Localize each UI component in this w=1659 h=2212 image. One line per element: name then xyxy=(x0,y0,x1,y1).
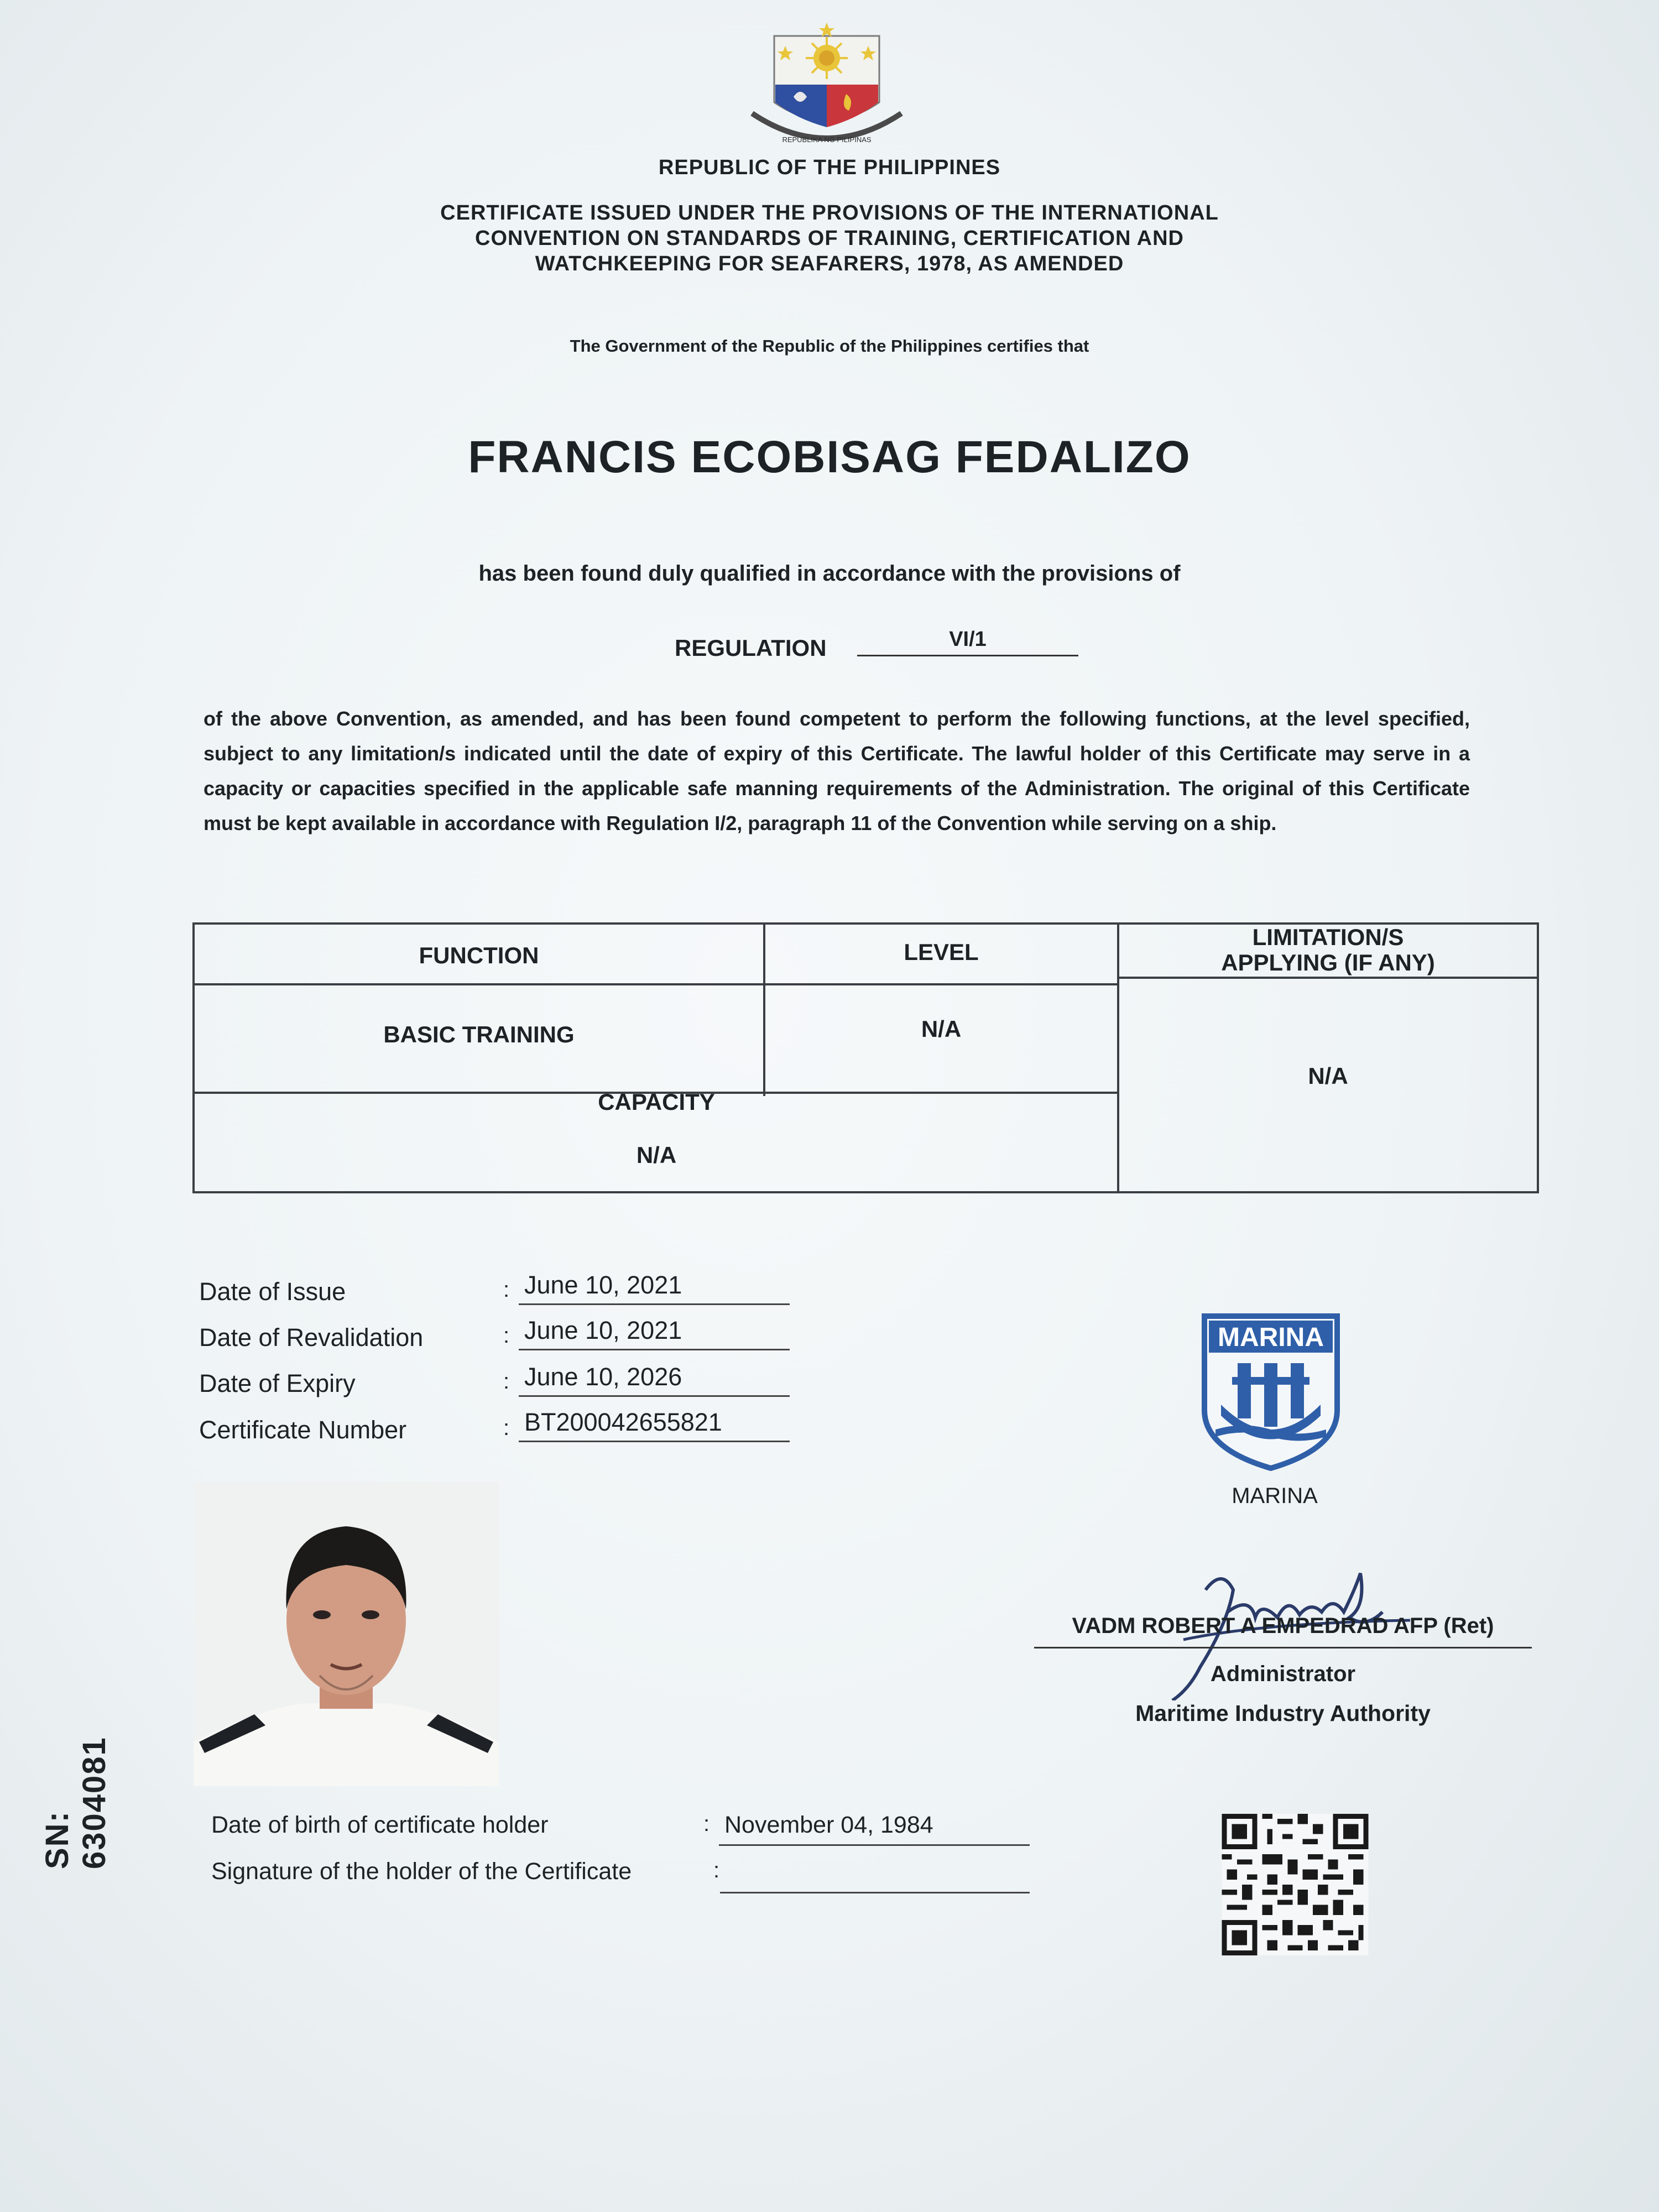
issue-date-value: June 10, 2021 xyxy=(519,1271,790,1305)
marina-caption: MARINA xyxy=(1232,1484,1318,1508)
certificate-number-label: Certificate Number xyxy=(199,1416,407,1444)
holder-signature-label: Signature of the holder of the Certificate xyxy=(211,1858,632,1885)
signature-line xyxy=(1034,1647,1532,1648)
limitations-header xyxy=(1119,925,1537,975)
field-colon: : xyxy=(503,1369,510,1394)
table-divider xyxy=(195,983,1118,985)
republic-heading: REPUBLIC OF THE PHILIPPINES xyxy=(658,156,1001,179)
marina-logo-icon xyxy=(1199,1311,1343,1471)
holder-photo xyxy=(194,1482,499,1786)
certificate-number-value: BT200042655821 xyxy=(519,1408,790,1442)
convention-text: of the above Convention, as amended, and has been found competent to perform the following functions, at the level specified, subject to any limitation/s indicated until the date of expiry of this Certificate. The lawful holder of this Certificate may serve in a capacity or capacities specified in the applicable safe manning requirements of the Administration. The original of this Certificate must be kept available in accordance with Regulation I/2, paragraph 11 of the Convention while serving on a ship. xyxy=(204,707,1470,834)
philippine-seal-icon xyxy=(741,19,912,152)
official-name: VADM ROBERT A EMPEDRAD AFP (Ret) xyxy=(1072,1614,1494,1638)
serial-number: SN: 6304081 xyxy=(39,1736,112,1869)
certifies-text: The Government of the Republic of the Philippines certifies that xyxy=(570,336,1089,356)
level-header: LEVEL xyxy=(904,939,979,965)
limitations-value: N/A xyxy=(1308,1063,1348,1089)
certificate-heading xyxy=(0,200,1659,276)
revalidation-date-label: Date of Revalidation xyxy=(199,1323,424,1352)
function-header: FUNCTION xyxy=(419,942,539,968)
field-colon: : xyxy=(713,1858,720,1882)
revalidation-date-value: June 10, 2021 xyxy=(519,1316,790,1350)
limitations-header-line: APPLYING (IF ANY) xyxy=(1221,950,1435,975)
certificate-heading-line: CONVENTION ON STANDARDS OF TRAINING, CERTIFICATION AND xyxy=(475,227,1184,250)
official-organization: Maritime Industry Authority xyxy=(1135,1700,1431,1726)
field-colon: : xyxy=(503,1277,510,1302)
holder-signature-field xyxy=(720,1859,1030,1893)
table-divider xyxy=(1118,977,1537,979)
official-title: Administrator xyxy=(1210,1662,1356,1686)
expiry-date-value: June 10, 2026 xyxy=(519,1363,790,1397)
field-colon: : xyxy=(503,1416,510,1440)
regulation-label: REGULATION xyxy=(675,635,827,661)
limitations-header-line: LIMITATION/S xyxy=(1252,924,1404,950)
birth-date-value: November 04, 1984 xyxy=(719,1812,1030,1846)
qr-code-icon xyxy=(1221,1814,1369,1955)
regulation-value: VI/1 xyxy=(857,628,1078,656)
field-colon: : xyxy=(703,1812,710,1836)
function-value: BASIC TRAINING xyxy=(383,1021,575,1047)
competency-table xyxy=(192,922,1539,1193)
capacity-header: CAPACITY xyxy=(598,1089,715,1115)
field-colon: : xyxy=(503,1323,510,1348)
level-value: N/A xyxy=(921,1016,962,1042)
certificate-heading-line: CERTIFICATE ISSUED UNDER THE PROVISIONS OF THE INTERNATIONAL xyxy=(440,201,1219,225)
holder-name: FRANCIS ECOBISAG FEDALIZO xyxy=(468,432,1191,482)
birth-date-label: Date of birth of certificate holder xyxy=(211,1812,549,1838)
expiry-date-label: Date of Expiry xyxy=(199,1369,356,1397)
certificate-heading-line: WATCHKEEPING FOR SEAFARERS, 1978, AS AMENDED xyxy=(535,252,1124,275)
svg-text:REPUBLIKA NG PILIPINAS: REPUBLIKA NG PILIPINAS xyxy=(782,135,872,144)
issue-date-label: Date of Issue xyxy=(199,1277,346,1306)
capacity-value: N/A xyxy=(636,1142,677,1168)
qualified-statement: has been found duly qualified in accordance with the provisions of xyxy=(478,561,1181,586)
svg-text:MARINA: MARINA xyxy=(1218,1323,1324,1352)
